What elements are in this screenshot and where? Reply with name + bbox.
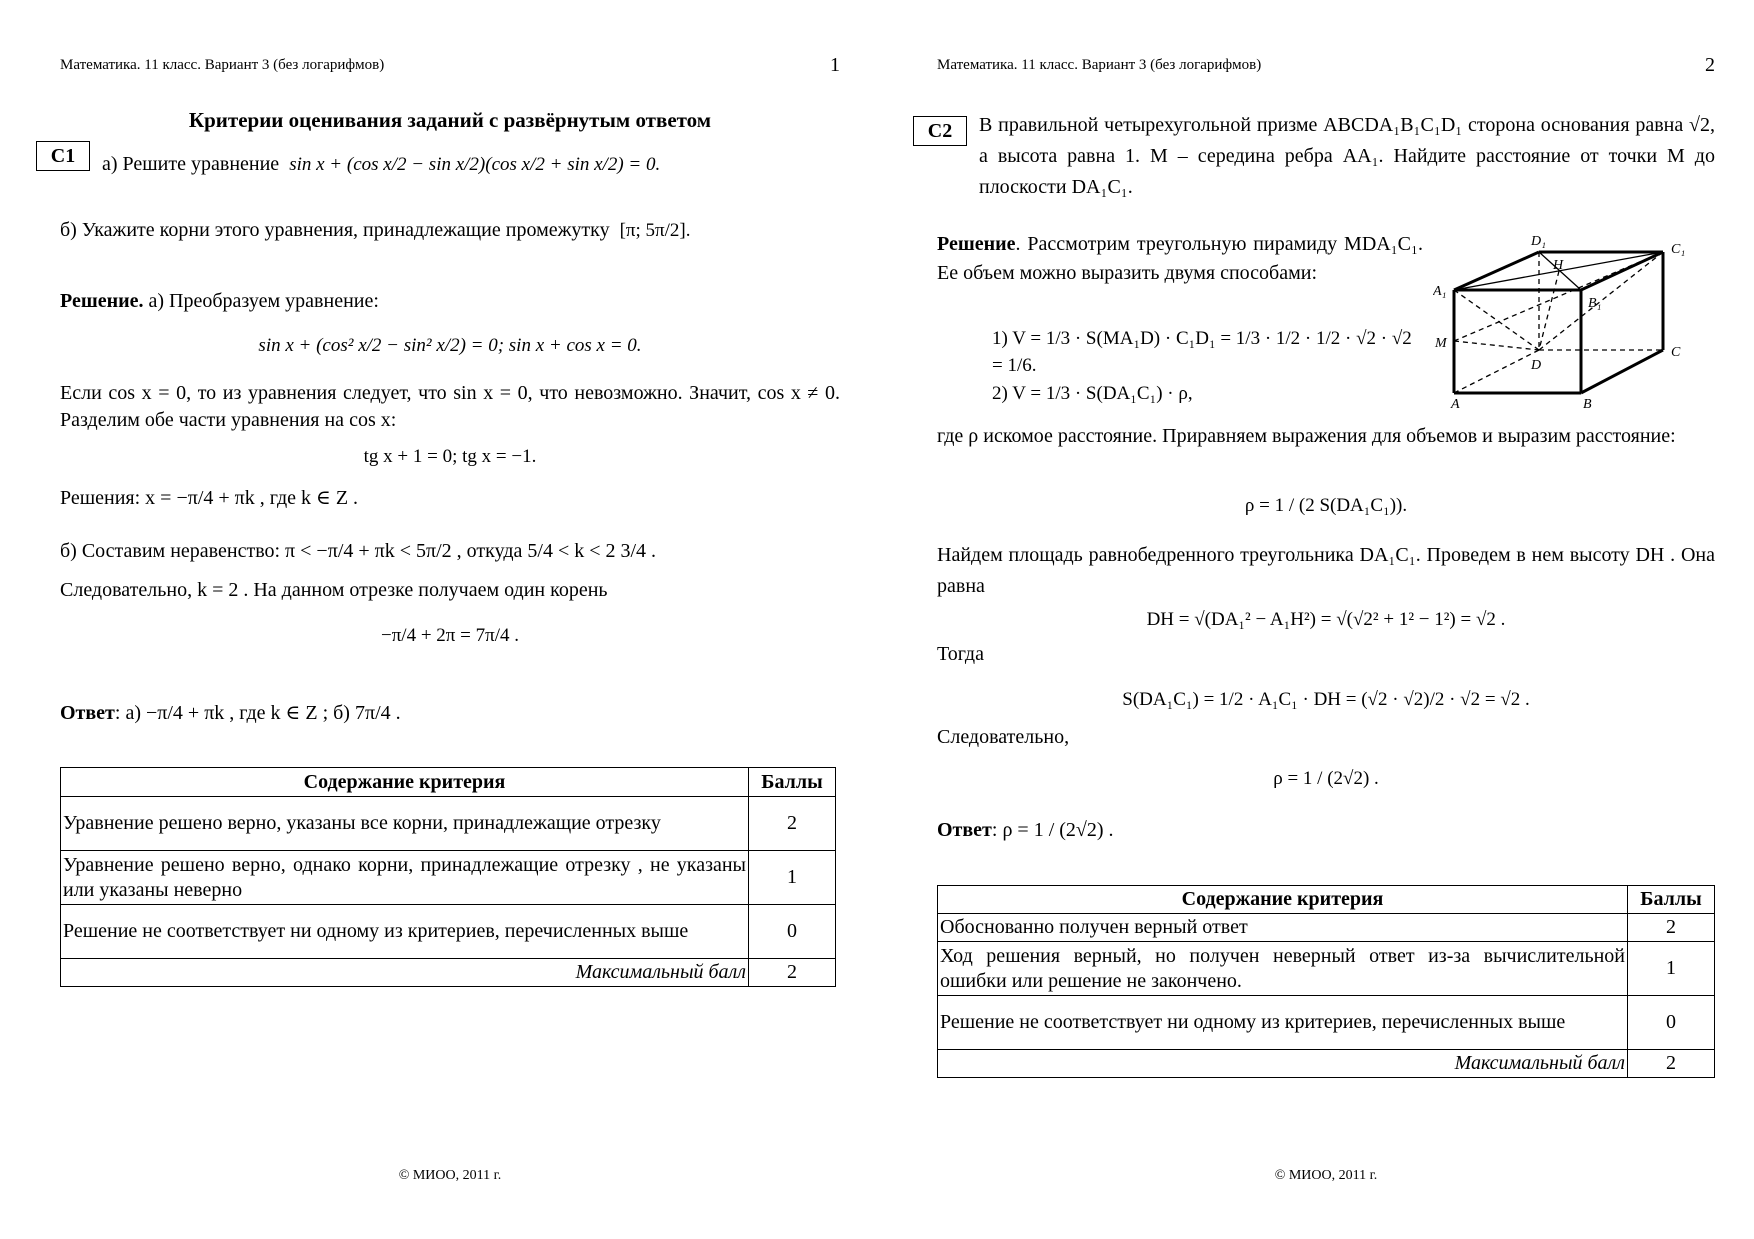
- task-c1-part-b: [60, 217, 840, 244]
- answer-label: Ответ: [60, 702, 115, 724]
- if-cos-paragraph: Если cos x = 0, то из уравнения следует, что sin x = 0, что невозможно. Значит, cos x ≠ 0. Разделим обе части уравнения на cos x:: [60, 382, 840, 431]
- label-d1: D₁: [1531, 234, 1546, 249]
- solution-text: . Рассмотрим треугольную пирамиду MDA₁C₁. Ее объем можно выразить двумя способами:: [937, 233, 1423, 284]
- s-eq: S(DA₁C₁) = 1/2 · A₁C₁ · DH = (√2 · √2)/2 · √2 = √2 .: [1122, 689, 1530, 710]
- max-score-value: 2: [1628, 1050, 1715, 1078]
- page-2: [927, 0, 1715, 1239]
- eq-tg: tg x + 1 = 0; tg x = −1.: [363, 446, 537, 467]
- task-label-c2: C2: [913, 116, 967, 146]
- answer-line: [60, 700, 840, 727]
- page-1: [50, 0, 840, 1239]
- criterion-cell: Ход решения верный, но получен неверный ответ из-за вычислительной ошибки или решение не закончено.: [938, 942, 1628, 996]
- answer-label: Ответ: [937, 819, 992, 841]
- find-area-paragraph: Найдем площадь равнобедренного треугольника DA₁C₁. Проведем в нем высоту DH . Она равна: [937, 544, 1715, 597]
- column-header-points: Баллы: [1628, 886, 1715, 914]
- table-row: [61, 851, 836, 905]
- solution-intro: [60, 288, 840, 315]
- criterion-cell: Решение не соответствует ни одному из критериев, перечисленных выше: [61, 905, 749, 959]
- criterion-cell: Решение не соответствует ни одному из критериев, перечисленных выше: [938, 996, 1628, 1050]
- label-c: C: [1671, 345, 1681, 360]
- solution-intro: [937, 230, 1423, 288]
- criterion-cell: Уравнение решено верно, указаны все корни, принадлежащие отрезку: [61, 797, 749, 851]
- page-footer: © МИОО, 2011 г.: [398, 1168, 502, 1183]
- label-d: D: [1531, 358, 1542, 373]
- label-b1: B₁: [1588, 296, 1602, 311]
- rho-equation-1: [937, 492, 1715, 519]
- points-cell: 2: [749, 797, 836, 851]
- part-b-text: б) Укажите корни этого уравнения, принадлежащие промежутку: [60, 219, 610, 241]
- column-header-points: Баллы: [749, 768, 836, 797]
- points-cell: 0: [1628, 996, 1715, 1050]
- consequently-line: Следовательно,: [937, 726, 1070, 748]
- max-score-value: 2: [749, 959, 836, 987]
- criterion-cell: Обоснованно получен верный ответ: [938, 914, 1628, 942]
- root-equation: [60, 622, 840, 649]
- formula-2: [992, 380, 1423, 407]
- max-score-label: Максимальный балл: [61, 959, 749, 987]
- then-line: Тогда: [937, 643, 984, 665]
- label-b: B: [1583, 397, 1592, 408]
- answer-text: : ρ = 1 / (2√2) .: [991, 819, 1114, 841]
- criteria-table: [937, 885, 1715, 1078]
- page-title: Критерии оценивания заданий с развёрнутым ответом: [188, 108, 712, 132]
- part-b-solution: б) Составим неравенство: π < −π/4 + πk < 5π/2 , откуда 5/4 < k < 2 3/4 .: [60, 540, 657, 562]
- eq-transform: sin x + (cos² x/2 − sin² x/2) = 0; sin x + cos x = 0.: [258, 335, 642, 356]
- solution-label: Решение.: [60, 290, 144, 312]
- max-score-row: [938, 1050, 1715, 1078]
- page-footer: © МИОО, 2011 г.: [1274, 1168, 1378, 1183]
- header-text: Математика. 11 класс. Вариант 3 (без логарифмов): [60, 57, 385, 73]
- column-header-criterion: Содержание критерия: [938, 886, 1628, 914]
- rho-equation-2: [937, 765, 1715, 792]
- rho-eq-2: ρ = 1 / (2√2) .: [1273, 768, 1379, 789]
- area-equation: [937, 686, 1715, 713]
- consequently-line: Следовательно, k = 2 . На данном отрезке получаем один корень: [60, 579, 608, 601]
- points-cell: 1: [749, 851, 836, 905]
- column-header-criterion: Содержание критерия: [61, 768, 749, 797]
- task-c1-part-a: [102, 151, 840, 178]
- formula-1: [992, 325, 1423, 379]
- rho-eq-1: ρ = 1 / (2 S(DA₁C₁)).: [1244, 495, 1408, 516]
- points-cell: 1: [1628, 942, 1715, 996]
- table-row: [938, 942, 1715, 996]
- page-header: [60, 54, 840, 76]
- dh-eq: DH = √(DA₁² − A₁H²) = √(√2² + 1² − 1²) = √2 .: [1146, 609, 1506, 630]
- header-text: Математика. 11 класс. Вариант 3 (без логарифмов): [937, 57, 1262, 73]
- max-score-row: [61, 959, 836, 987]
- table-row: [938, 914, 1715, 942]
- criterion-cell: Уравнение решено верно, однако корни, принадлежащие отрезку , не указаны или указаны неверно: [61, 851, 749, 905]
- table-header-row: [61, 768, 836, 797]
- solution-label: Решение: [937, 233, 1016, 255]
- table-header-row: [938, 886, 1715, 914]
- page-number: 2: [1705, 54, 1715, 76]
- formula-2-text: 2) V = 1/3 · S(DA₁C₁) · ρ,: [992, 383, 1193, 404]
- task-equation: sin x + (cos x/2 − sin x/2)(cos x/2 + sin x/2) = 0.: [289, 154, 661, 175]
- table-row: [61, 797, 836, 851]
- max-score-label: Максимальный балл: [938, 1050, 1628, 1078]
- answer-line: [937, 817, 1715, 844]
- where-paragraph: где ρ искомое расстояние. Приравняем выражения для объемов и выразим расстояние:: [937, 425, 1676, 447]
- criteria-table: [60, 767, 836, 987]
- equation-tg: [60, 443, 840, 470]
- task-c2-text: В правильной четырехугольной призме ABCDA₁B₁C₁D₁ сторона основания равна √2, а высота равна 1. M – середина ребра AA₁. Найдите расстояние от точки M до плоскости DA₁C₁.: [979, 114, 1715, 198]
- label-h: H: [1553, 258, 1564, 273]
- label-a: A: [1451, 397, 1460, 408]
- task-label-c1: C1: [36, 141, 90, 171]
- root-eq: −π/4 + 2π = 7π/4 .: [381, 625, 519, 646]
- solutions-line: Решения: x = −π/4 + πk , где k ∈ Z .: [60, 487, 359, 509]
- points-cell: 0: [749, 905, 836, 959]
- part-a-text: а) Решите уравнение: [102, 153, 280, 175]
- label-a1: A₁: [1433, 284, 1447, 299]
- solution-intro-text: а) Преобразуем уравнение:: [148, 290, 379, 312]
- prism-figure: [1433, 228, 1715, 408]
- part-b-interval: [π; 5π/2].: [619, 220, 691, 241]
- table-row: [938, 996, 1715, 1050]
- formula-1-text: 1) V = 1/3 · S(MA₁D) · C₁D₁ = 1/3 · 1/2 · 1/2 · √2 · √2 = 1/6.: [992, 328, 1412, 376]
- label-c1: C₁: [1671, 242, 1686, 257]
- dh-equation: [937, 606, 1715, 633]
- points-cell: 2: [1628, 914, 1715, 942]
- answer-text: : а) −π/4 + πk , где k ∈ Z ; б) 7π/4 .: [114, 702, 401, 724]
- page-number: 1: [830, 54, 840, 76]
- page-header: [937, 54, 1715, 76]
- equation-transform: [60, 332, 840, 359]
- table-row: [61, 905, 836, 959]
- label-m: M: [1435, 336, 1447, 351]
